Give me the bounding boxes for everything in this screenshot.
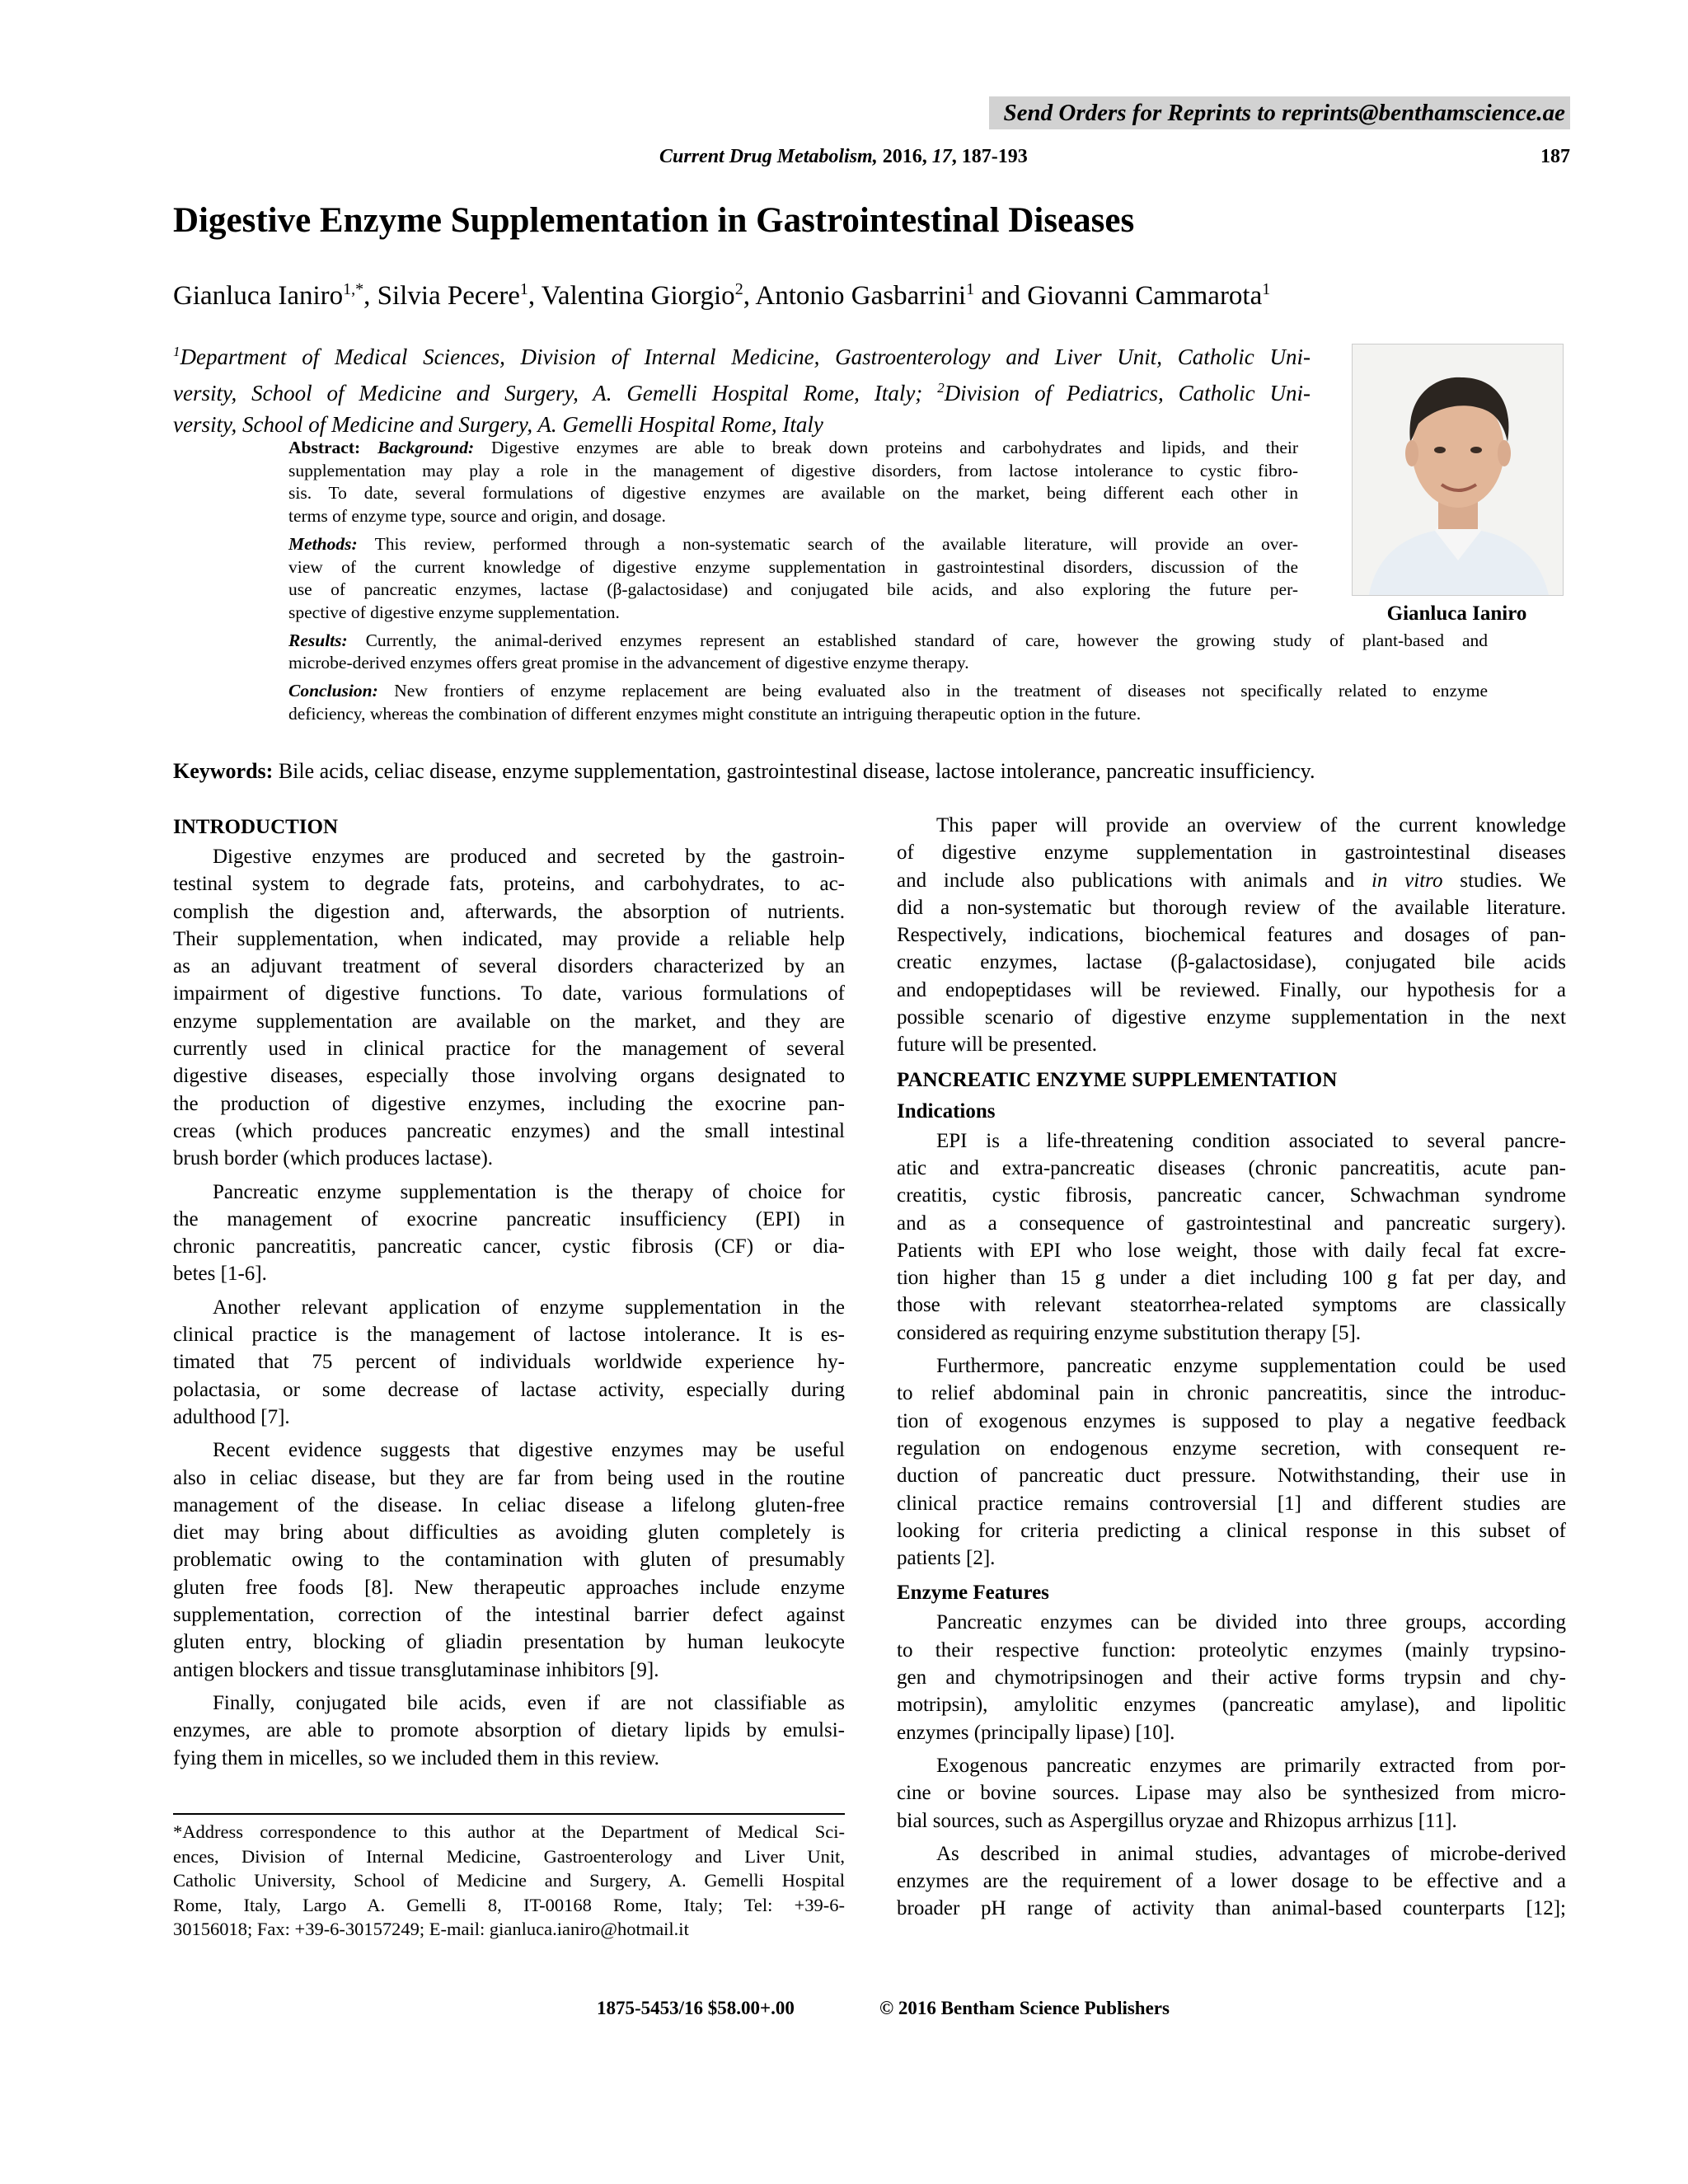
author: Valentina Giorgio$^2$,: [541, 280, 756, 311]
subheading-indications: Indications: [897, 1099, 996, 1122]
author-list: [173, 270, 1574, 315]
issn-price: 1875-5453/16 $58.00+.00: [597, 1998, 795, 2018]
paragraph: Pancreatic enzyme supplementation is the therapy of choice for the management of exocrine pancreatic insufficiency (EPI) in chronic pancreatitis, pancreatic cancer, cystic fibrosis (CF) or dia- betes [1-6].: [173, 1180, 845, 1286]
page-number: 187: [1540, 146, 1570, 167]
affiliations: $^1$Department of Medical Sciences, Division of Internal Medicine, Gastroenterology and Liver Unit, Catholic Uni- versity, School of Medicine and Surgery, A. Gemelli Hospital Rome, Italy; $^2$Division of Pediatrics, Catholic Uni- versity, School of Medicine and Surgery, A. Gemelli Hospital Rome, Italy: [173, 344, 1311, 437]
reprints-banner: Send Orders for Reprints to reprints@benthamscience.ae: [989, 96, 1570, 129]
abstract-background: Abstract: Background: Digestive enzymes are able to break down proteins and carbohydrates and lipids, and their supplementation may play a role in the management of digestive disorders, from lactose intolerance to cystic fibro- sis. To date, several formulations of digestive enzymes are available on the market, being different each other in terms of enzyme type, source and origin, and dosage.: [288, 438, 1299, 527]
paragraph: As described in animal studies, advantages of microbe-derived enzymes are the requirement of a lower dosage to be effective and a broader pH range of activity than animal-based counterparts [12];: [897, 1842, 1566, 1920]
abstract-methods: Methods: This review, performed through a non-systematic search of the available literature, will provide an over- view of the current knowledge of digestive enzyme supplementation in gastrointestinal disorders, discussion of the use of pancreatic enzymes, lactase (β-galactosidase) and conjugated bile acids, and also exploring the future per- spective of digestive enzyme supplementation.: [288, 533, 1298, 622]
subheading-enzyme-features: Enzyme Features: [897, 1582, 1049, 1605]
abstract: [288, 437, 1488, 730]
author: Antonio Gasbarrini$^1$ and: [755, 280, 1028, 311]
author: Gianluca Ianiro$^{1,*}$,: [173, 280, 377, 311]
paragraph: Another relevant application of enzyme supplementation in the clinical practice is the management of lactose intolerance. It is es- timated that 75 percent of individuals worldwide experience hy- polactasia, or some decrease of lactase activity, especially during adulthood [7].: [173, 1296, 845, 1428]
copyright: © 2016 Bentham Science Publishers: [879, 1998, 1170, 2018]
keywords: Keywords: Bile acids, celiac disease, enzyme supplementation, gastrointestinal disease, lactose intolerance, pancreatic insufficiency.: [173, 759, 1315, 783]
paragraph: This paper will provide an overview of the current knowledge of digestive enzyme supplementation in gastrointestinal diseases and include also publications with animals and in vitro studies. We did a non-systematic but thorough review of the available literature. Respectively, indications, biochemical features and dosages of pan- creatic enzymes, lactase (β-galactosidase), conjugated bile acids and endopeptidases will be reviewed. Finally, our hypothesis for a possible scenario of digestive enzyme supplementation in the next future will be presented.: [897, 814, 1566, 1057]
journal-citation: Current Drug Metabolism, 2016, 17, 187-193: [659, 146, 1028, 167]
correspondence-footnote: *Address correspondence to this author at the Department of Medical Sci- ences, Division of Internal Medicine, Gastroenterology and Liver Unit, Catholic University, School of Medicine and Surgery, A. Gemelli Hospital Rome, Italy, Largo A. Gemelli 8, IT-00168 Rome, Italy; Tel: +39-6- 30156018; Fax: +39-6-30157249; E-mail: gianluca.ianiro@hotmail.it: [173, 1821, 845, 1939]
paragraph: Digestive enzymes are produced and secreted by the gastroin- testinal system to degrade fats, proteins, and carbohydrates, to ac- complish the digestion and, afterwards, the absorption of nutrients. Their supplementation, when indicated, may provide a reliable help as an adjuvant treatment of several disorders characterized by an impairment of digestive functions. To date, various formulations of enzyme supplementation are available on the market, and they are currently used in clinical practice for the management of several digestive diseases, especially those involving organs designated to the production of digestive enzymes, including the exocrine pan- creas (which produces pancreatic enzymes) and the small intestinal brush border (which produces lactase).: [173, 846, 845, 1170]
right-column: [897, 812, 1566, 1923]
paragraph: Finally, conjugated bile acids, even if are not classifiable as enzymes, are able to promote absorption of dietary lipids by emulsi- fying them in micelles, so we included them in this review.: [173, 1691, 845, 1769]
section-heading-introduction: INTRODUCTION: [173, 816, 339, 838]
photo-caption: Gianluca Ianiro: [1386, 602, 1527, 625]
article-title: Digestive Enzyme Supplementation in Gastrointestinal Diseases: [173, 201, 1135, 240]
author: Giovanni Cammarota$^1$: [1027, 280, 1271, 311]
paragraph: Exogenous pancreatic enzymes are primarily extracted from por- cine or bovine sources. Lipase may also be synthesized from micro- bial sources, such as Aspergillus oryzae and Rhizopus arrhizus [11].: [897, 1754, 1566, 1832]
left-column: [173, 812, 845, 1772]
author: Silvia Pecere$^1$,: [377, 280, 542, 311]
paragraph: EPI is a life-threatening condition associated to several pancre- atic and extra-pancreatic diseases (chronic pancreatitis, acute pan- creatitis, cystic fibrosis, pancreatic cancer, Schwachman syndrome and as a consequence of gastrointestinal and pancreatic surgery). Patients with EPI who lose weight, those with daily fecal fat excre- tion higher than 15 g under a diet including 100 g fat per day, and those with relevant steatorrhea-related symptoms are classically considered as requiring enzyme substitution therapy [5].: [897, 1129, 1566, 1344]
footnote-divider: [173, 1813, 845, 1815]
abstract-conclusion: Conclusion: New frontiers of enzyme replacement are being evaluated also in the treatment of diseases not specifically related to enzyme deficiency, whereas the combination of different enzymes might constitute an intriguing therapeutic option in the future.: [288, 681, 1488, 724]
paragraph: Furthermore, pancreatic enzyme supplementation could be used to relief abdominal pain in chronic pancreatitis, since the introduc- tion of exogenous enzymes is supposed to play a negative feedback regulation on endogenous enzyme secretion, with consequent re- duction of pancreatic duct pressure. Notwithstanding, their use in clinical practice remains controversial [1] and different studies are looking for criteria predicting a clinical response in this subset of patients [2].: [897, 1355, 1566, 1570]
paragraph: Pancreatic enzymes can be divided into three groups, according to their respective function: proteolytic enzymes (mainly trypsino- gen and chymotripsinogen and their active forms trypsin and chy- motripsin), amylolitic enzymes (pancreatic amylase), and lipolitic enzymes (principally lipase) [10].: [897, 1611, 1566, 1744]
paragraph: Recent evidence suggests that digestive enzymes may be useful also in celiac disease, but they are far from being used in the routine management of the disease. In celiac disease a lifelong gluten-free diet may bring about difficulties as avoiding gluten completely is problematic owing to the contamination with gluten of presumably gluten free foods [8]. New therapeutic approaches include enzyme supplementation, correction of the intestinal barrier defect against gluten entry, blocking of gliadin presentation by human leukocyte antigen blockers and tissue transglutaminase inhibitors [9].: [173, 1439, 845, 1681]
journal-header: [173, 142, 1570, 171]
section-heading-pancreatic: PANCREATIC ENZYME SUPPLEMENTATION: [897, 1068, 1338, 1091]
abstract-results: Results: Currently, the animal-derived enzymes represent an established standard of care, however the growing study of plant-based and microbe-derived enzymes offers great promise in the advancement of digestive enzyme therapy.: [288, 630, 1488, 673]
